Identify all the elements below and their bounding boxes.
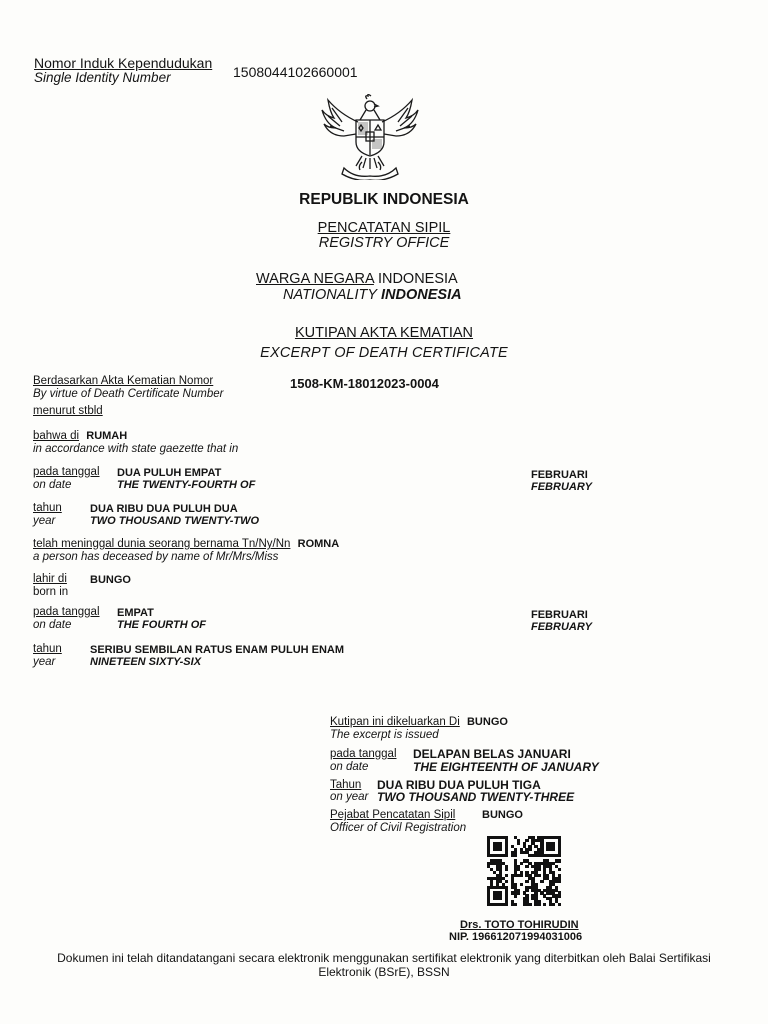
nik-label-en: Single Identity Number bbox=[34, 70, 171, 85]
death-day-value: DUA PULUH EMPAT bbox=[117, 467, 222, 479]
issued-date-label: pada tanggal bbox=[330, 748, 397, 760]
garuda-emblem-icon bbox=[320, 94, 420, 180]
birth-year-value: SERIBU SEMBILAN RATUS ENAM PULUH ENAM bbox=[90, 644, 345, 656]
registry-office-title-en: REGISTRY OFFICE bbox=[318, 235, 450, 251]
issued-place-value: BUNGO bbox=[466, 716, 508, 728]
birth-year-label-en: year bbox=[33, 656, 56, 668]
birth-month-value: FEBRUARI bbox=[531, 609, 588, 621]
issued-date-value-en: THE EIGHTEENTH OF JANUARY bbox=[413, 760, 599, 774]
deceased-name-label-en: a person has deceased by name of Mr/Mrs/Miss bbox=[33, 551, 279, 563]
issued-year-label-en: on year bbox=[330, 791, 369, 803]
document-title-en: EXCERPT OF DEATH CERTIFICATE bbox=[260, 345, 508, 361]
officer-label-en: Officer of Civil Registration bbox=[330, 822, 467, 834]
registry-office-title: PENCATATAN SIPIL bbox=[317, 220, 451, 236]
nationality-value: INDONESIA bbox=[377, 271, 458, 287]
issued-date-value: DELAPAN BELAS JANUARI bbox=[413, 747, 571, 761]
issued-place-label: Kutipan ini dikeluarkan Di bbox=[330, 716, 460, 728]
issued-year-value-en: TWO THOUSAND TWENTY-THREE bbox=[377, 790, 575, 804]
death-year-value: DUA RIBU DUA PULUH DUA bbox=[90, 503, 238, 515]
birth-year-label: tahun bbox=[33, 643, 62, 655]
death-date-label: pada tanggal bbox=[33, 466, 100, 478]
basis-label-en: By virtue of Death Certificate Number bbox=[33, 388, 224, 400]
birth-place-label-en: born in bbox=[33, 586, 69, 598]
signatory-nip: NIP. 196612071994031006 bbox=[449, 931, 583, 943]
issued-year-value: DUA RIBU DUA PULUH TIGA bbox=[377, 778, 541, 792]
nik-label: Nomor Induk Kependudukan bbox=[34, 55, 213, 71]
death-year-label-en: year bbox=[33, 515, 56, 527]
birth-date-label-en: on date bbox=[33, 619, 72, 631]
footer-line-1: Dokumen ini telah ditandatangani secara elektronik menggunakan sertifikat elektronik yang diterbitkan oleh Balai Sertifikasi bbox=[57, 951, 711, 965]
footer-line-2: Elektronik (BSrE), BSSN bbox=[318, 965, 450, 979]
nationality-label-en: NATIONALITY bbox=[283, 287, 377, 303]
birth-date-label: pada tanggal bbox=[33, 606, 100, 618]
officer-label: Pejabat Pencatatan Sipil bbox=[330, 809, 456, 821]
death-place-label: bahwa di bbox=[33, 430, 80, 442]
nationality-line-en bbox=[283, 287, 462, 303]
certificate-number: 1508-KM-18012023-0004 bbox=[290, 376, 439, 391]
nationality-value-en: INDONESIA bbox=[381, 287, 462, 303]
death-year-label: tahun bbox=[33, 502, 62, 514]
signatory-name: Drs. TOTO TOHIRUDIN bbox=[460, 919, 579, 931]
death-month-value: FEBRUARI bbox=[531, 469, 588, 481]
country-title: REPUBLIK INDONESIA bbox=[299, 191, 469, 208]
birth-day-value-en: THE FOURTH OF bbox=[117, 619, 207, 631]
birth-year-value-en: NINETEEN SIXTY-SIX bbox=[90, 656, 202, 668]
death-date-label-en: on date bbox=[33, 479, 72, 491]
qr-code-icon bbox=[487, 836, 561, 906]
birth-day-value: EMPAT bbox=[117, 607, 154, 619]
death-place-value: RUMAH bbox=[86, 430, 128, 442]
nationality-label: WARGA NEGARA bbox=[256, 271, 374, 287]
birth-month-value-en: FEBRUARY bbox=[531, 621, 592, 633]
stbld-label: menurut stbld bbox=[33, 405, 103, 417]
issued-date-label-en: on date bbox=[330, 761, 369, 773]
document-title: KUTIPAN AKTA KEMATIAN bbox=[294, 325, 474, 341]
death-place-label-en: in accordance with state gaezette that in bbox=[33, 443, 239, 455]
death-day-value-en: THE TWENTY-FOURTH OF bbox=[117, 479, 256, 491]
death-year-value-en: TWO THOUSAND TWENTY-TWO bbox=[90, 515, 260, 527]
officer-value: BUNGO bbox=[482, 809, 523, 821]
birth-place-label: lahir di bbox=[33, 573, 67, 585]
nationality-line bbox=[256, 271, 458, 287]
issued-year-label: Tahun bbox=[330, 779, 362, 791]
issued-place-label-en: The excerpt is issued bbox=[330, 729, 439, 741]
basis-label: Berdasarkan Akta Kematian Nomor bbox=[33, 375, 214, 387]
birth-place-value: BUNGO bbox=[90, 574, 131, 586]
deceased-name-label: telah meninggal dunia seorang bernama Tn/Ny/Nn bbox=[33, 538, 291, 550]
nik-value: 1508044102660001 bbox=[233, 64, 358, 80]
death-month-value-en: FEBRUARY bbox=[531, 481, 592, 493]
deceased-name-value: ROMNA bbox=[297, 538, 340, 550]
